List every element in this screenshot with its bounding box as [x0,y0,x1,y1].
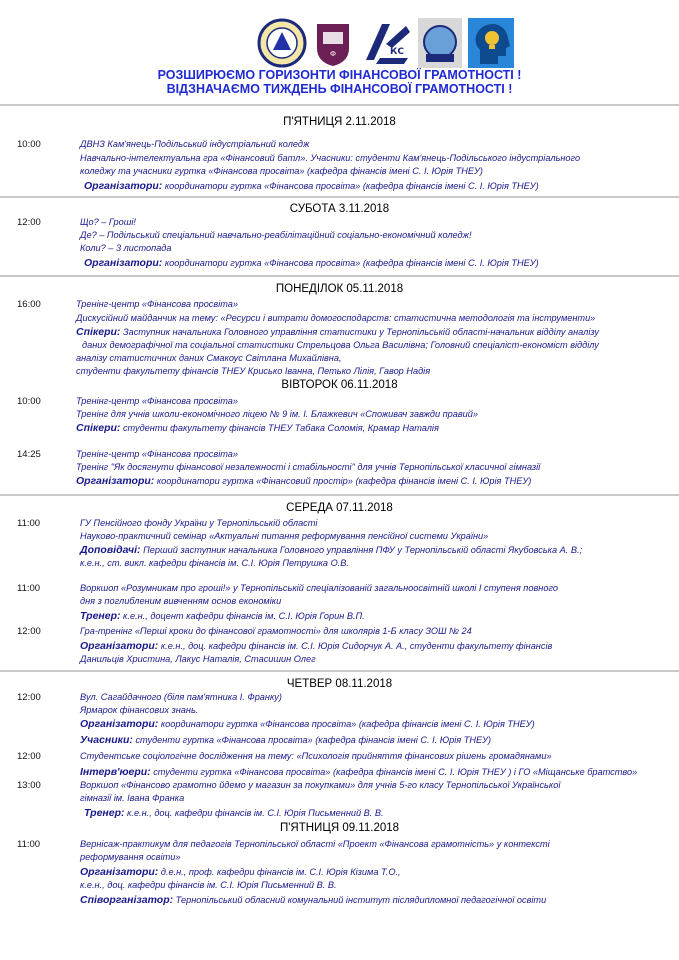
role-text: к.е.н., доц. кафедри фінансів ім. С.І. Юрія Сидорчук А. А., студенти факультету фінансів [158,641,553,651]
event-line: даних демографічної та соціальної статистики Стрельцова Ольга Василівна; Головний спеціаліст-економіст відділу [82,340,599,350]
day-heading: ВІВТОРОК 06.11.2018 [281,379,398,391]
event-time: 11:00 [17,583,41,594]
role-label: Спікери: [76,326,121,338]
day-heading: ЧЕТВЕР 08.11.2018 [286,678,393,690]
event-line: Тренінг-центр «Фінансова просвіта» [76,299,239,309]
page-title-line-2: ВІДЗНАЧАЄМО ТИЖДЕНЬ ФІНАНСОВОЇ ГРАМОТНОСТІ ! [166,82,513,96]
event-line: реформування освіти» [80,852,181,862]
event-line [80,544,582,556]
event-line: Воркшоп «Розумникам про гроші!» у Тернопільській спеціалізованій загальноосвітній школі І ступеня повного [80,583,558,593]
day-heading: СУБОТА 3.11.2018 [289,203,390,215]
role-text: к.е.н., доц. кафедри фінансів ім. С.І. Юрія Письменний В. В. [124,808,384,818]
day-heading: ПОНЕДІЛОК 05.11.2018 [275,283,404,295]
divider [0,104,679,106]
event-line [80,734,491,746]
page-title-line-1: РОЗШИРЮЄМО ГОРИЗОНТИ ФІНАНСОВОЇ ГРАМОТНОСТІ ! [157,68,522,82]
event-line [80,866,401,878]
event-line: Тренінг "Як досягнути фінансової незалежності і стабільності" для учнів Тернопільської класичної гімназії [76,462,541,472]
event-line: Що? – Гроші! [80,217,136,227]
event-line [84,180,539,192]
role-label: Учасники: [80,734,133,746]
role-text: координатори гуртка «Фінансова просвіта» (кафедра фінансів імені С. І. Юрія ТНЕУ) [162,258,539,268]
university-seal-logo [257,18,307,68]
day-heading: СЕРЕДА 07.11.2018 [286,502,393,514]
role-text: координатори гуртка «Фінансова просвіта» (кафедра фінансів імені С. І. Юрія ТНЕУ) [158,719,535,729]
event-time: 12:00 [17,692,41,703]
event-line: коледжу та учасники гуртка «Фінансова просвіта» (кафедра фінансів імені С. І. Юрія ТНЕУ) [80,166,483,176]
role-label: Організатори: [80,640,159,652]
svg-text:Ф: Ф [329,50,337,58]
day-heading: П'ЯТНИЦЯ 09.11.2018 [279,822,400,834]
event-line: к.е.н., доц. кафедри фінансів ім. С.І. Юрія Письменний В. В. [80,880,337,890]
role-label: Доповідачі: [80,544,141,556]
event-line: Тренінг для учнів школи-економічного ліцею № 9 ім. І. Блажкевич «Споживач завжди правий» [76,409,479,419]
role-label: Організатори: [84,180,163,192]
event-line: Вернісаж-практикум для педагогів Тернопільської області «Проект «Фінансова грамотність» у контексті [80,839,550,849]
event-line: Науково-практичний семінар «Актуальні питання реформування пенсійної системи України» [80,531,489,541]
event-time: 16:00 [17,299,41,310]
role-text: к.е.н., доцент кафедри фінансів ім. С.І. Юрія Горин В.П. [120,611,365,621]
divider [0,196,679,198]
event-time: 10:00 [17,139,41,150]
event-time: 12:00 [17,217,41,228]
event-time: 12:00 [17,626,41,637]
event-line: Воркшоп «Фінансово грамотно йдемо у магазин за покупками» для учнів 5-го класу Тернопільської Української [80,780,561,790]
idea-head-logo [468,18,514,68]
role-label: Організатори: [80,866,159,878]
event-line [80,610,365,622]
event-line [76,326,599,338]
event-line: Коли? – 3 листопада [80,243,172,253]
event-time: 13:00 [17,780,41,791]
role-text: студенти гуртка «Фінансова просвіта» (кафедра фінансів імені С. І. Юрія ТНЕУ ) і ГО «Міщанське братство» [150,767,638,777]
divider [0,670,679,672]
event-line: Навчально-інтелектуальна гра «Фінансовий батл». Учасники: студенти Кам'янець-Подільського індустріального [80,153,581,163]
role-text: Перший заступник начальника Головного управління ПФУ у Тернопільській області Якубовська А. В.; [140,545,583,555]
event-time: 11:00 [17,518,41,529]
event-line [80,640,552,652]
event-line: к.е.н., ст. викл. кафедри фінансів ім. С.І. Юрія Петрушка О.В. [80,558,349,568]
event-line: Данильців Христина, Лакус Наталія, Стасишин Олег [80,654,316,664]
event-line [84,257,539,269]
event-line: аналізу статистичних даних Смакоус Світлана Михайлівна, [76,353,342,363]
day-heading: П'ЯТНИЦЯ 2.11.2018 [283,116,396,128]
event-line: дня з поглибленим вивченням основ економіки [80,596,282,606]
role-label: Інтерв'юери: [80,766,151,778]
role-label: Організатори: [76,475,155,487]
svg-text:КС: КС [390,47,404,57]
event-line: ДВНЗ Кам'янець-Подільський індустріальний коледж [80,139,310,149]
event-line: ГУ Пенсійного фонду України у Тернопільській області [80,518,318,528]
event-line: Гра-тренінг «Перші кроки до фінансової грамотності» для школярів 1-Б класу ЗОШ № 24 [80,626,472,636]
event-time: 11:00 [17,839,41,850]
divider [0,494,679,496]
event-line: Тренінг-центр «Фінансова просвіта» [76,396,239,406]
role-label: Організатори: [80,718,159,730]
event-line [76,475,531,487]
event-time: 10:00 [17,396,41,407]
role-text: Тернопільський обласний комунальний інститут післядипломної педагогічної освіти [173,895,547,905]
role-text: Заступник начальника Головного управління статистики у Тернопільській області-начальник відділу аналізу [120,327,599,337]
event-line [80,766,637,778]
event-time: 14:25 [17,449,41,460]
event-line: Тренінг-центр «Фінансова просвіта» [76,449,239,459]
event-line: Вул. Сагайдачного (біля пам'ятника І. Франку) [80,692,282,702]
divider [0,275,679,277]
role-text: студенти факультету фінансів ТНЕУ Табака Соломія, Крамар Наталія [120,423,439,433]
event-line [76,422,439,434]
role-label: Тренер: [84,807,125,819]
role-label: Спікери: [76,422,121,434]
event-line: студенти факультету фінансів ТНЕУ Крисько Іванна, Петько Лілія, Гавор Надія [76,366,431,376]
role-label: Співорганізатор: [80,894,174,906]
event-line: Ярмарок фінансових знань. [80,705,199,715]
ks-emblem-logo [360,18,412,68]
event-line [84,807,384,819]
faculty-crest-logo [313,18,353,68]
role-text: д.е.н., проф. кафедри фінансів ім. С.І. Юрія Кізима Т.О., [158,867,401,877]
role-label: Організатори: [84,257,163,269]
event-line: Де? – Подільський спеціальний навчально-реабілітаційний соціально-економічний коледж! [80,230,472,240]
event-line [80,718,535,730]
role-label: Тренер: [80,610,121,622]
role-text: студенти гуртка «Фінансова просвіта» (кафедра фінансів імені С. І. Юрія ТНЕУ) [132,735,492,745]
event-line: гімназії ім. Івана Франка [80,793,185,803]
financial-association-logo [418,18,462,68]
role-text: координатори гуртка «Фінансовий простір» (кафедра фінансів імені С. І. Юрія ТНЕУ) [154,476,532,486]
event-line: Дискусійний майданчик на тему: «Ресурси і витрати домогосподарств: статистична методологія та інструменти» [76,313,596,323]
event-line: Студентське соціологічне дослідження на тему: «Психологія прийняття фінансових рішень громадянами» [80,751,552,761]
event-time: 12:00 [17,751,41,762]
role-text: координатори гуртка «Фінансова просвіта» (кафедра фінансів імені С. І. Юрія ТНЕУ) [162,181,539,191]
event-line [80,894,546,906]
